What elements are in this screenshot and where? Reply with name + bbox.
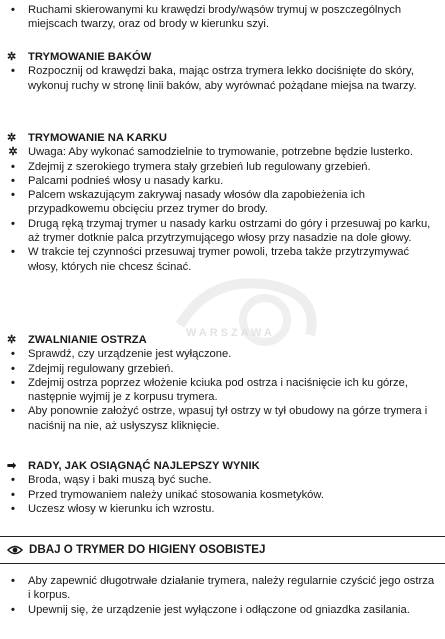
list-item: • Przed trymowaniem należy unikać stosowania kosmetyków. (7, 488, 439, 502)
bullet: • (11, 174, 15, 187)
bullet: • (11, 189, 15, 202)
list-item: • Rozpocznij od krawędzi baka, mając ostrza trymera lekko dociśnięte do skóry, wykonuj ruchy w stronę linii baków, aby wyrównać pożądane miejsa na twarzy. (7, 64, 439, 93)
section-title: ✲ ZWALNIANIE OSTRZA (7, 334, 147, 346)
list-item: • Sprawdź, czy urządzenie jest wyłączone. (7, 347, 439, 361)
care-list (7, 574, 439, 617)
arrow-right-icon: ➡ (7, 460, 17, 472)
bullet: • (11, 246, 15, 259)
warning-item: ✲ Uwaga: Aby wykonać samodzielnie to trymowanie, potrzebne będzie lusterko. (8, 146, 413, 159)
list-item: • Aby ponownie założyć ostrze, wpasuj tył ostrzy w tył obudowy na górze trymera i naciśnij na nie, aż usłyszysz kliknięcie. (7, 404, 439, 433)
bullet: • (11, 488, 15, 501)
gear-star-icon: ✲ (7, 132, 17, 144)
list-item: • Ruchami skierowanymi ku krawędzi brody/wąsów trymuj w poszczególnych miejscach twarzy, oraz od brody w kierunku szyi. (7, 3, 439, 32)
section-neck (7, 131, 439, 274)
bullet: • (11, 405, 15, 418)
list-item: • Aby zapewnić długotrwałe działanie trymera, należy regularnie czyścić jego ostrza i korpus. (7, 574, 439, 603)
section-title: DBAJ O TRYMER DO HIGIENY OSOBISTEJ (7, 543, 265, 557)
section-title: ➡ RADY, JAK OSIĄGNĄĆ NAJLEPSZY WYNIK (7, 460, 260, 472)
list-item: • Drugą ręką trzymaj trymer u nasady karku ostrzami do góry i przesuwaj po karku, aż trymer dotknie palca przytrzymującego włosy przy nasadzie na dole głowy. (7, 217, 439, 246)
list-item: • Zdejmij ostrza poprzez włożenie kciuka pod ostrza i naciśnięcie ich ku górze, następnie wyjmij je z korpusu trymera. (7, 376, 439, 405)
section-title: ✲ TRYMOWANIE BAKÓW (7, 51, 152, 63)
list-item: • Palcem wskazującym zakrywaj nasady włosów dla zapobieżenia ich przypadkowemu obcięciu przez trymer do brody. (7, 188, 439, 217)
list-item: • Broda, wąsy i baki muszą być suche. (7, 473, 439, 487)
care-header-band (0, 536, 445, 564)
watermark-text: WARSZAWA (186, 327, 275, 339)
section-blade-release (7, 333, 439, 433)
gear-star-icon: ✲ (8, 146, 18, 159)
bullet: • (11, 376, 15, 389)
list-item: • Zdejmij z szerokiego trymera stały grzebień lub regulowany grzebień. (7, 160, 439, 174)
bullet: • (11, 474, 15, 487)
bullet: • (11, 502, 15, 515)
intro-list (7, 3, 439, 32)
list-item: • Palcami podnieś włosy u nasady karku. (7, 174, 439, 188)
section-tips (7, 459, 439, 516)
section-title: ✲ TRYMOWANIE NA KARKU (7, 132, 168, 144)
section-sideburns (7, 50, 439, 93)
list-item: • Uczesz włosy w kierunku ich wzrostu. (7, 502, 439, 516)
gear-star-icon: ✲ (7, 51, 17, 63)
bullet: • (11, 217, 15, 230)
bullet: • (11, 603, 15, 616)
bullet: • (11, 4, 15, 16)
bullet: • (11, 348, 15, 361)
bullet: • (11, 65, 15, 78)
list-item: • W trakcie tej czynności przesuwaj trymer powoli, trzeba także przytrzymywać włosy, których nie chcesz ścinać. (7, 245, 439, 274)
list-item: • Zdejmij regulowany grzebień. (7, 362, 439, 376)
bullet: • (11, 160, 15, 173)
bullet: • (11, 575, 15, 587)
list-item: • Upewnij się, że urządzenie jest wyłączone i odłączone od gniazdka zasilania. (7, 603, 439, 617)
gear-star-icon: ✲ (7, 334, 17, 346)
bullet: • (11, 362, 15, 375)
